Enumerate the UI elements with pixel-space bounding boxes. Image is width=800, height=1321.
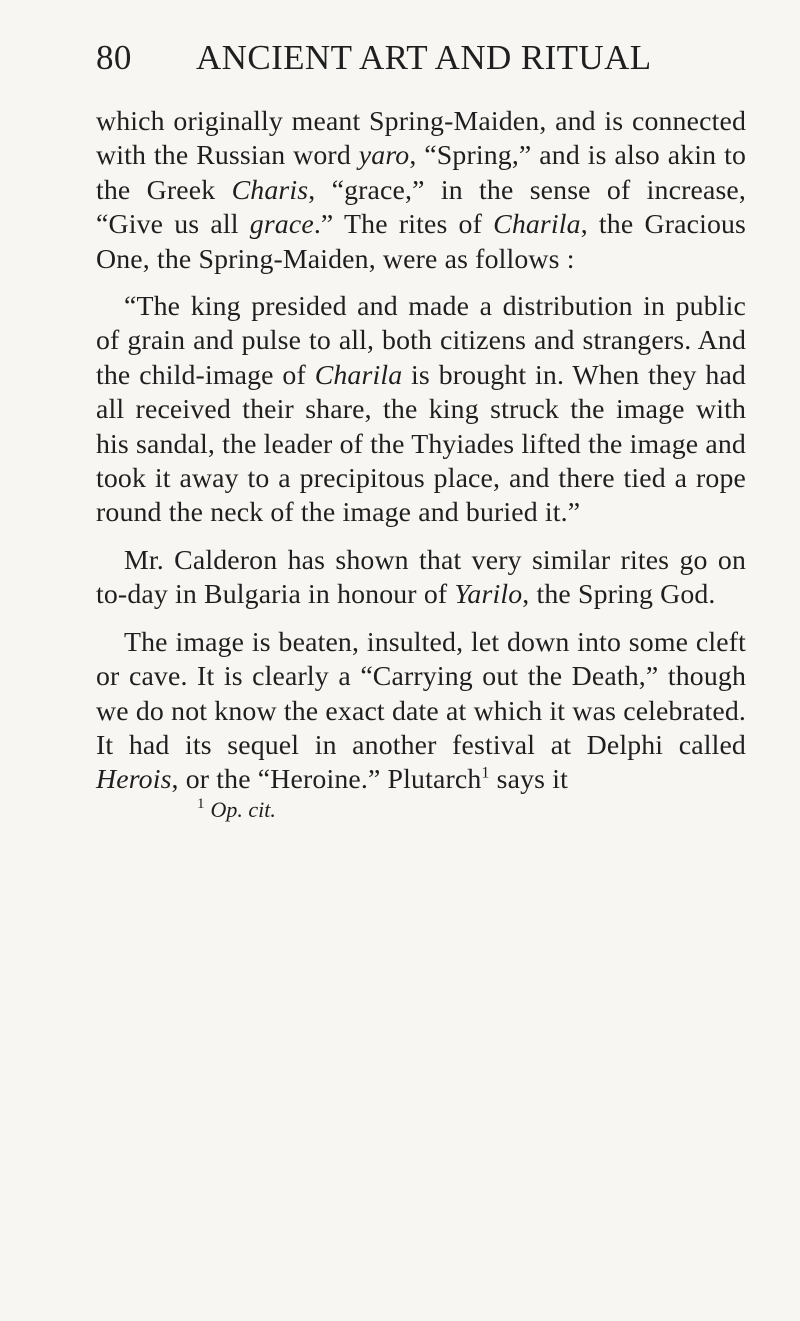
word-yarilo: Yarilo [454, 579, 523, 611]
word-herois: Herois [96, 764, 172, 796]
paragraph-1-text-e: , the Gracious One, the Spring-Maiden, were as follows : [96, 209, 747, 275]
book-page [96, 34, 746, 824]
paragraph-1-text-c: , “grace,” in the sense of increase, “Give us all [96, 174, 747, 241]
paragraph-1-text-d: .” The rites of [313, 209, 494, 241]
paragraph-4-text-c: says it [489, 764, 568, 796]
paragraph-1-text-a: which originally meant Spring-Maiden, and is connected with the Russian word [96, 106, 746, 172]
footnote-mark: 1 [197, 796, 205, 813]
paragraph-3 [96, 544, 746, 613]
quoted-passage-text-b: is brought in. When they had all received their share, the king struck the image with his sandal, the leader of the Thyiades lifted the image and took it away to a precipitous place, and there tied a rope round the neck of the image and buried it.” [96, 359, 746, 529]
footnote [96, 796, 746, 824]
paragraph-4 [96, 626, 746, 798]
quoted-passage [96, 290, 746, 531]
footnote-text: Op. cit. [210, 796, 276, 822]
page-number: 80 [96, 38, 132, 77]
paragraph-4-text-b: , or the “Heroine.” Plutarch [171, 764, 482, 796]
paragraph-1-text-b: , “Spring,” and is also akin to the Greek [96, 140, 747, 206]
body-text [96, 105, 746, 798]
page-header [96, 34, 746, 82]
word-grace: grace [249, 209, 314, 241]
paragraph-4-text-a: The image is beaten, insulted, let down into some cleft or cave. It is clearly a “Carrying out the Death,” though we do not know the exact date at which it was celebrated. It had its sequel in another festival at Delphi called [96, 626, 746, 761]
word-charis: Charis [231, 174, 309, 206]
paragraph-1 [96, 105, 746, 277]
word-yaro: yaro [358, 140, 410, 172]
word-charila-quote: Charila [314, 359, 403, 391]
paragraph-3-text-b: , the Spring God. [522, 579, 716, 611]
running-title: ANCIENT ART AND RITUAL [196, 38, 652, 77]
footnote-reference: 1 [481, 765, 490, 783]
quoted-passage-text-a: “The king presided and made a distribution in public of grain and pulse to all, both citizens and strangers. And the child-image of [96, 291, 746, 391]
word-charila: Charila [493, 209, 581, 241]
paragraph-3-text-a: Mr. Calderon has shown that very similar rites go on to-day in Bulgaria in honour of [96, 544, 746, 611]
